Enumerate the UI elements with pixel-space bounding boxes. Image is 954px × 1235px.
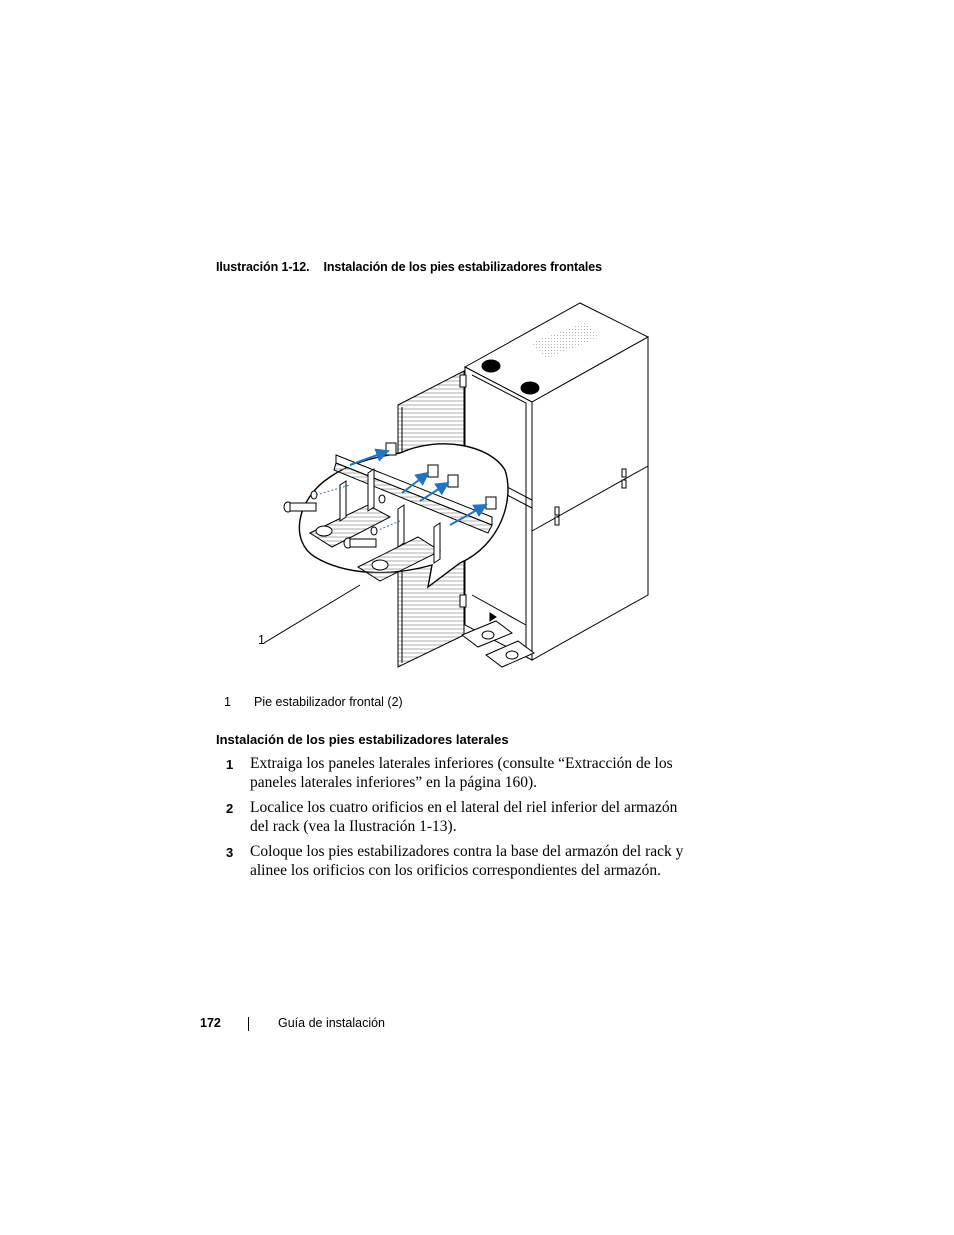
step-text: Extraiga los paneles laterales inferiores (consulte “Extracción de los paneles laterales inferiores” en la página 160). bbox=[250, 755, 673, 791]
step-text: Localice los cuatro orificios en el lateral del riel inferior del armazón del rack (vea la Ilustración 1-13). bbox=[250, 799, 678, 835]
list-item bbox=[226, 842, 696, 880]
step-number: 2 bbox=[226, 801, 234, 816]
section-heading: Instalación de los pies estabilizadores laterales bbox=[216, 732, 509, 747]
callout-number: 1 bbox=[258, 633, 265, 647]
step-number: 3 bbox=[226, 845, 234, 860]
rack-stabilizer-illustration bbox=[250, 295, 660, 680]
figure-caption-label: Ilustración 1-12. bbox=[216, 260, 310, 274]
rack-drawing bbox=[250, 295, 660, 680]
page-number: 172 bbox=[200, 1016, 221, 1030]
list-item bbox=[226, 798, 696, 836]
figure-caption-title: Instalación de los pies estabilizadores frontales bbox=[323, 260, 603, 274]
steps-list bbox=[226, 754, 696, 886]
guide-title: Guía de instalación bbox=[278, 1016, 386, 1030]
footer-divider bbox=[248, 1017, 249, 1031]
figure-legend bbox=[224, 695, 403, 709]
legend-number: 1 bbox=[224, 695, 231, 709]
step-number: 1 bbox=[226, 757, 234, 772]
figure-caption bbox=[216, 260, 602, 274]
legend-text: Pie estabilizador frontal (2) bbox=[254, 695, 403, 709]
callout-leader-line bbox=[264, 585, 360, 643]
step-text: Coloque los pies estabilizadores contra la base del armazón del rack y alinee los orificios con los orificios correspondientes del armazón. bbox=[250, 843, 684, 879]
list-item bbox=[226, 754, 696, 792]
